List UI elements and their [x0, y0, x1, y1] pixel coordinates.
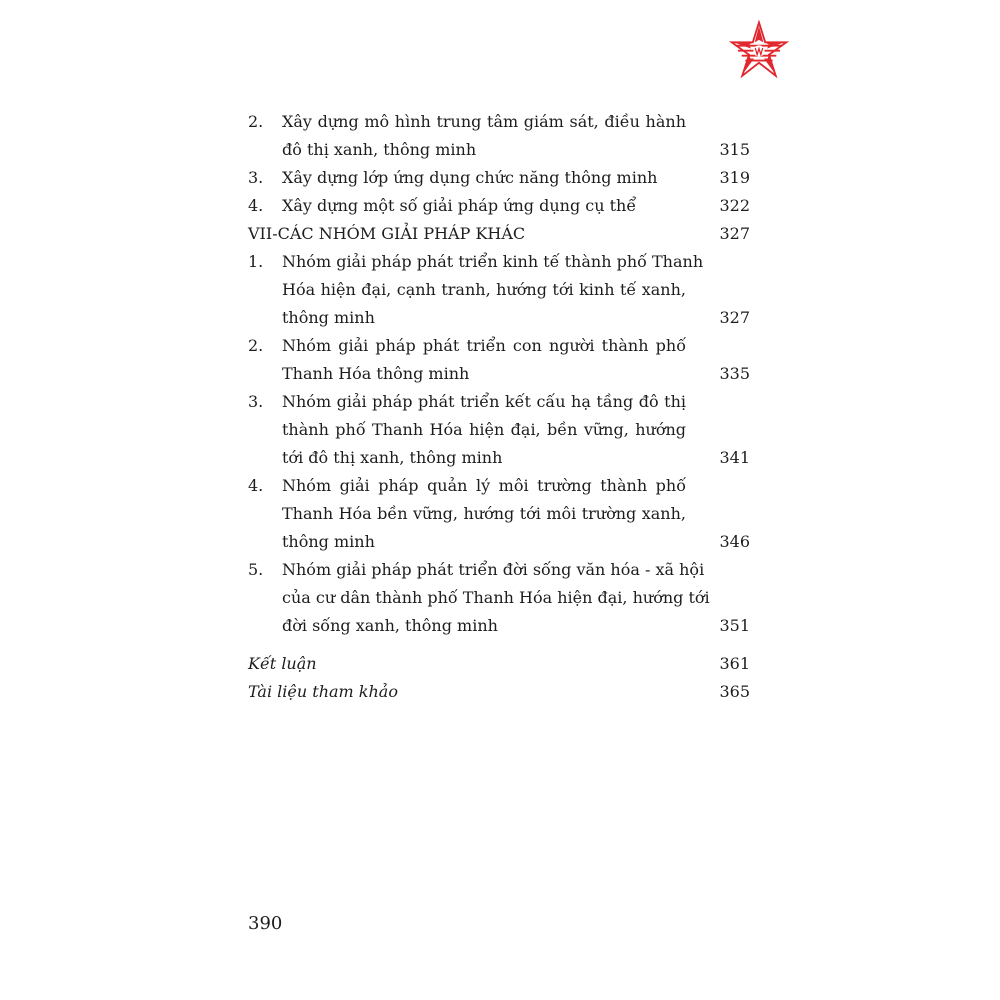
- toc-entry-page: 322: [719, 196, 750, 215]
- toc-entry-title-line: Xây dựng lớp ứng dụng chức năng thông minh: [282, 168, 658, 187]
- toc-entry-number: 2.: [248, 336, 264, 355]
- toc-entry-page: 315: [719, 140, 750, 159]
- toc-entry: [248, 164, 750, 192]
- references-title: Tài liệu tham khảo: [248, 682, 398, 701]
- toc-entry: [248, 108, 750, 164]
- toc-entry-page: 341: [719, 448, 750, 467]
- toc-entry-number: 4.: [248, 476, 264, 495]
- toc-entry-title-line: Xây dựng mô hình trung tâm giám sát, điều hành: [282, 112, 686, 131]
- toc-entry-title-line: thông minh: [282, 308, 375, 327]
- toc-entry-page: 327: [719, 308, 750, 327]
- table-of-contents: [248, 108, 750, 706]
- toc-entry-title-line: Thanh Hóa thông minh: [282, 364, 470, 383]
- toc-entry: [248, 192, 750, 220]
- toc-entry-number: 1.: [248, 252, 264, 271]
- conclusion-title: Kết luận: [248, 654, 317, 673]
- toc-entry-title-line: thành phố Thanh Hóa hiện đại, bền vững, hướng: [282, 420, 686, 439]
- toc-section-heading: [248, 220, 750, 248]
- toc-entry-title-line: đô thị xanh, thông minh: [282, 140, 477, 159]
- toc-entry-title-line: thông minh: [282, 532, 375, 551]
- toc-entry-title-line: đời sống xanh, thông minh: [282, 616, 498, 635]
- toc-entry-title-line: Nhóm giải pháp quản lý môi trường thành phố: [282, 476, 686, 495]
- toc-entry-page: 319: [719, 168, 750, 187]
- toc-entry: [248, 248, 750, 332]
- toc-entry-number: 3.: [248, 168, 264, 187]
- toc-entry-title-line: tới đô thị xanh, thông minh: [282, 448, 503, 467]
- toc-entry-number: 2.: [248, 112, 264, 131]
- toc-entry: [248, 472, 750, 556]
- toc-entry-title-line: Thanh Hóa bền vững, hướng tới môi trường xanh,: [282, 504, 686, 523]
- toc-entry-title-line: của cư dân thành phố Thanh Hóa hiện đại, hướng tới: [282, 588, 710, 607]
- toc-entry-number: 4.: [248, 196, 264, 215]
- toc-back-matter-entry: [248, 650, 750, 678]
- toc-section-title: VII-CÁC NHÓM GIẢI PHÁP KHÁC: [248, 224, 526, 243]
- toc-entry-title-line: Nhóm giải pháp phát triển kết cấu hạ tầng đô thị: [282, 392, 686, 411]
- toc-entry-title-line: Hóa hiện đại, cạnh tranh, hướng tới kinh tế xanh,: [282, 280, 686, 299]
- toc-back-matter-entry: [248, 678, 750, 706]
- toc-entry: [248, 388, 750, 472]
- toc-entry-page: 365: [719, 682, 750, 701]
- toc-entry-page: 351: [719, 616, 750, 635]
- toc-entry-title-line: Xây dựng một số giải pháp ứng dụng cụ thể: [282, 196, 637, 215]
- toc-entry-number: 5.: [248, 560, 264, 579]
- toc-entry-page: 327: [719, 224, 750, 243]
- toc-entry: [248, 332, 750, 388]
- publisher-star-logo-icon: [728, 20, 790, 82]
- toc-entry-page: 346: [719, 532, 750, 551]
- toc-entry-title-line: Nhóm giải pháp phát triển kinh tế thành phố Thanh: [282, 252, 704, 271]
- toc-entry-title-line: Nhóm giải pháp phát triển đời sống văn hóa - xã hội: [282, 560, 705, 579]
- toc-entry-page: 361: [719, 654, 750, 673]
- toc-entry: [248, 556, 750, 640]
- toc-entry-number: 3.: [248, 392, 264, 411]
- page-number: 390: [248, 913, 283, 934]
- toc-entry-title-line: Nhóm giải pháp phát triển con người thành phố: [282, 336, 686, 355]
- toc-entry-page: 335: [719, 364, 750, 383]
